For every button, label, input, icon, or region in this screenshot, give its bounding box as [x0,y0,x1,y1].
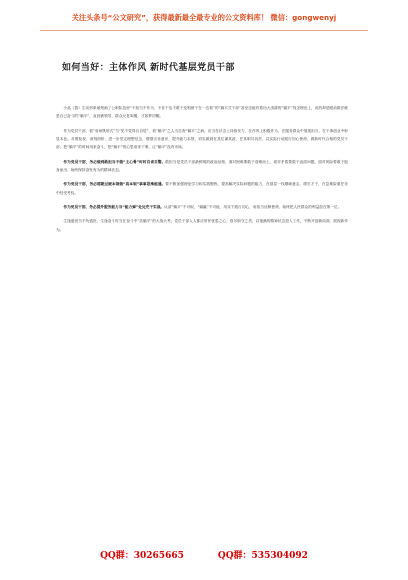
header-banner: 关注头条号“公文研究”，获得最新最全最专业的公文资料库！ 微信：gongwenyj [71,13,337,22]
paragraph [56,104,348,121]
document-title: 如何当好：主体作风 新时代基层党员干部 [62,63,235,73]
footer-contact [40,548,368,566]
qq-group-1: QQ群：30265665 [100,551,184,561]
paragraph-text: 小品《我》生动形象地刻画了公职队伍里“不担当不作为、不肯干也不敢干变相被干在一边看”的“躺平式干部”甚至还能有着伪大浅薄的“躺平”找怎理论上，说的却是眼前做法就是自己奋斗的“躺平”，直到被领导、群众反复叫醒，才如梦初醒。 [56,106,348,119]
paragraph [56,158,348,175]
paragraph [56,217,348,234]
paragraph-lead: 作为党员干部，务必提升服务能力当“能力弹”处处充干实战。 [63,205,165,210]
paragraph-text: 要不断加强理论学习和实践锻炼，提高解决实际问题的能力，在基层一线磨砺意志、增长才干，在急难险重任务中经受考验。 [56,182,348,195]
paragraph-text: 敢担当是党员干部最鲜明的政治品格，面对困难要敢于迎难而上，面对矛盾要敢于直面问题，面对风险要敢于挺身而出，始终保持奋发有为的精神状态。 [56,159,348,173]
paragraph-lead: 作为党员干部，务必做到敢担当不做“主心骨”时时自省自警。 [63,159,166,164]
paragraph-text: 生逢盛世当不负盛世，生逢奋斗时当在奋斗中“抗躺平”的大战大考。党员干部人人都应常怀忧患之心、恪尽职守之责，以饱满的精神状态投入工作，不断开创新局面、展现新作为。 [56,219,348,232]
paragraph-text: 认清“躺平”不可取，“躺赢”不可能，用实干践行初心，用担当诠释使命，始终把人民群众的利益放在第一位。 [164,205,342,210]
paragraph [56,180,348,197]
paragraph [56,203,348,211]
paragraph [56,127,348,152]
header-divider [40,30,368,31]
document-body [56,104,348,520]
paragraph-text: 作为党员干部，看“省场既形式”当“见不觉得自自觉”，看“躺平”之人当自查“躺平”之病。应当在状态上持续发力、在作风上积极作为，在服务群众中展现担当，在干事创业中彰显本色。对照检视、深刻剖析，进一步坚定理想信念，增强宗旨意识，提升能力本领，切实做到在其位谋其政、任其职尽其责，以实际行动践行初心使命，做新时代合格的党员干部，把“躺平”的时间用来奋斗，把“躺平”的心思用来干事，让“躺平”没有市场。 [56,128,348,150]
paragraph-lead: 作为党员干部，务必练就过硬本领做“真本领”事事思维能通。 [63,182,166,187]
qq-group-2: QQ群：535304092 [217,551,308,561]
